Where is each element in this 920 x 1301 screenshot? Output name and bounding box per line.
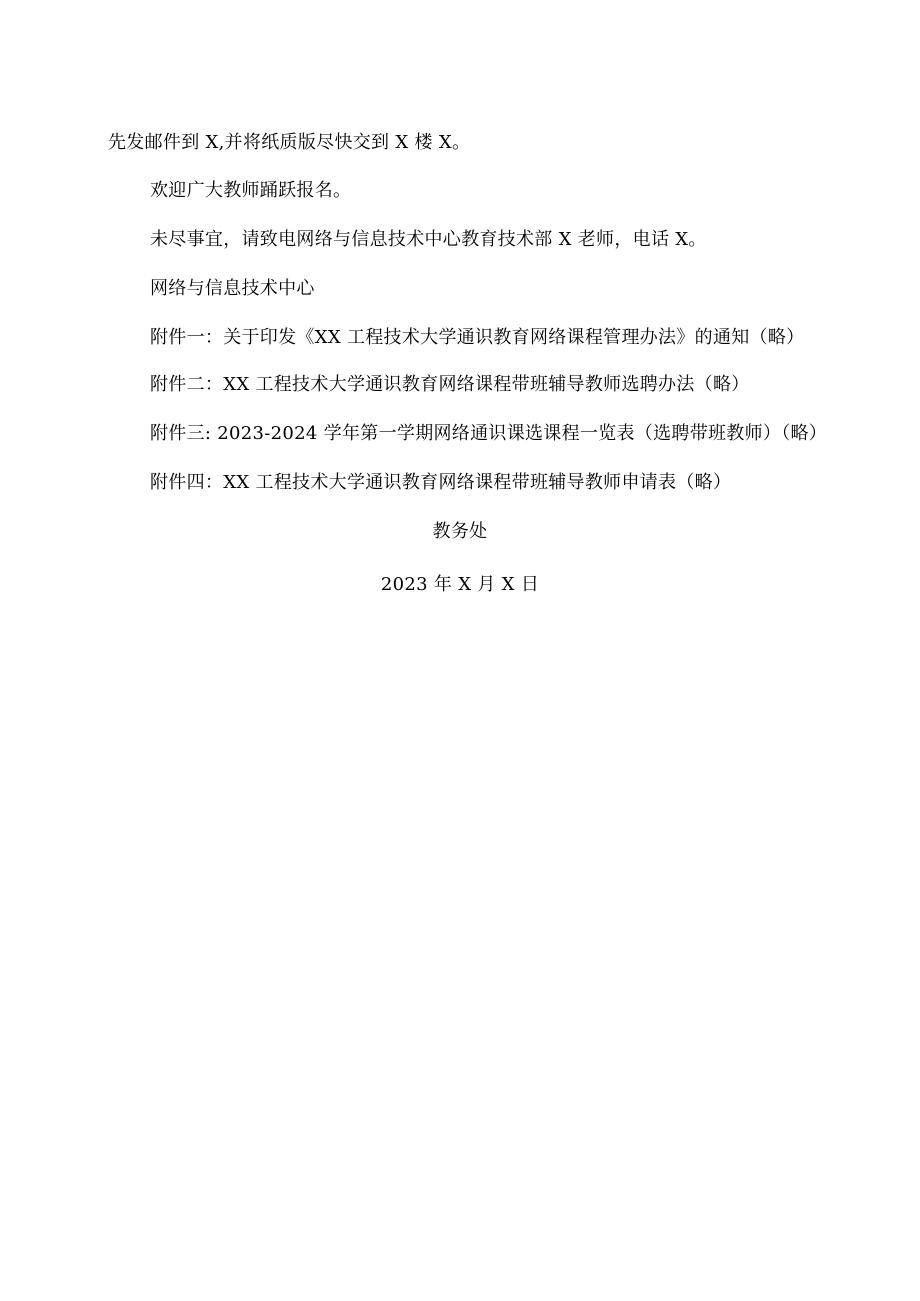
issuer-line: 网络与信息技术中心 [150, 278, 315, 299]
paragraph-submission-instructions: 先发邮件到 X,并将纸质版尽快交到 X 楼 X。 [108, 132, 471, 153]
attachment-2: 附件二：XX 工程技术大学通识教育网络课程带班辅导教师选聘办法（略） [150, 374, 750, 395]
attachment-3: 附件三: 2023-2024 学年第一学期网络通识课选课程一览表（选聘带班教师）（略） [150, 423, 828, 444]
paragraph-contact: 未尽事宜，请致电网络与信息技术中心教育技术部 X 老师，电话 X。 [150, 229, 707, 250]
attachment-4: 附件四：XX 工程技术大学通识教育网络课程带班辅导教师申请表（略） [150, 472, 732, 493]
paragraph-welcome: 欢迎广大教师踊跃报名。 [150, 180, 352, 201]
attachment-1: 附件一：关于印发《XX 工程技术大学通识教育网络课程管理办法》的通知（略） [150, 327, 805, 348]
signature-date: 2023 年 X 月 X 日 [380, 574, 540, 595]
signature-department: 教务处 [432, 521, 488, 542]
